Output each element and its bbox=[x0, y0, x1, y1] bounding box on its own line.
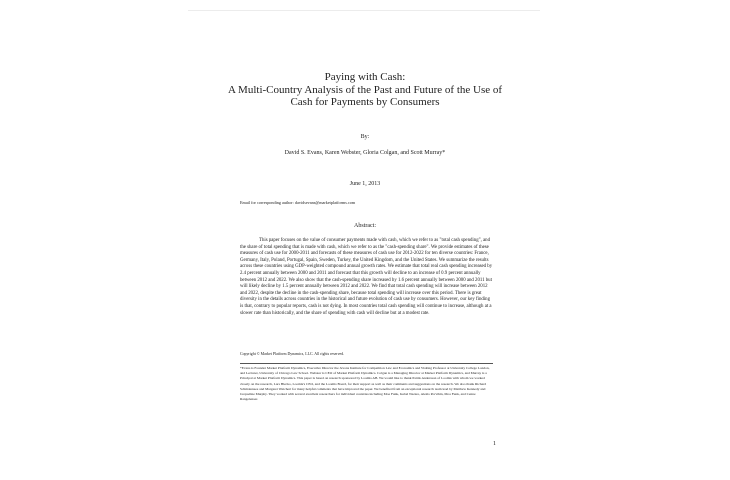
abstract-heading: Abstract: bbox=[354, 223, 376, 229]
title-line: Paying with Cash: bbox=[324, 71, 406, 83]
publication-date: June 1, 2013 bbox=[349, 181, 381, 187]
corresponding-email: Email for corresponding author: davidsevans@marketplatforms.com bbox=[240, 200, 356, 205]
title-line: A Multi-Country Analysis of the Past and Future of the Use of bbox=[227, 83, 503, 96]
paper-title bbox=[160, 71, 570, 109]
author-footnote: *Evans is Founder Market Platform Dynamics, Executive Director the Jevons Institute for Competition Law and Economics and Visiting Professor at University College London, and Lecturer, University of Chicago Law School. Webster is CEO of Market Platform Dynamics. Colgan is a Managing Director at Market Platform Dynamics, and Murray is a Principal at Market Platform Dynamics. This paper is based on research sponsored by Loomis AB. We would like to thank Patrik Andersson of Loomis with whom we worked closely on the research, Lars Blecko, Loomis's CEO, and the Loomis Board, for their support as well as their comments and suggestions on the research. We also thank Richard Schmalensee and Margaret Weichert for many helpful comments that have improved the paper. We benefited from an exceptional research team lead by Matthew Kennedy and Jacqueline Murphy. They worked with several excellent researchers for individual countries including Moa Funk, Isabel Nazare, Alexis Porvthin, Moa Funk, and Cenne Rangelenser. bbox=[240, 366, 490, 402]
page-number: 1 bbox=[493, 441, 496, 447]
footnote-divider bbox=[240, 363, 493, 364]
abstract-body: This paper focuses on the value of consumer payments made with cash, which we refer to as "total cash spending", and the share of total spending that is made with cash, which we refer to as the "cash-spending share". We provide estimates of these measures of cash use for 2000-2011 and forecasts of these measures of cash use for 2012-2022 for ten diverse countries: France, Germany, Italy, Poland, Portugal, Spain, Sweden, Turkey, the United Kingdom, and the United States. We summarize the results across these countries using GDP-weighted compound annual growth rates. We estimate that total real cash spending increased by 2.4 percent annually between 2000 and 2011 and forecast that this growth will decline to an increase of 0.9 percent annually between 2012 and 2022. We also show that the cash-spending share increased by 1.6 percent annually between 2000 and 2011 but will likely decline by 1.5 percent annually between 2012 and 2022. We find that total cash spending will increase between 2012 and 2022, despite the decline in the cash-spending share, because total spending will increase over this period. There is great diversity in the details across countries in the historical and future evolution of cash use by consumers. However, our key finding is that, contrary to popular reports, cash is not dying. In most countries total cash spending will continue to increase, although at a slower rate than historically, and the share of spending with cash will decline but at a modest rate. bbox=[240, 238, 493, 316]
copyright-notice: Copyright © Market Platform Dynamics, LLC. All rights reserved. bbox=[240, 352, 345, 356]
title-line: Cash for Payments by Consumers bbox=[290, 96, 440, 108]
by-label: By: bbox=[360, 134, 370, 140]
page-top-edge bbox=[188, 10, 540, 11]
author-list: David S. Evans, Karen Webster, Gloria Colgan, and Scott Murray* bbox=[284, 150, 446, 156]
